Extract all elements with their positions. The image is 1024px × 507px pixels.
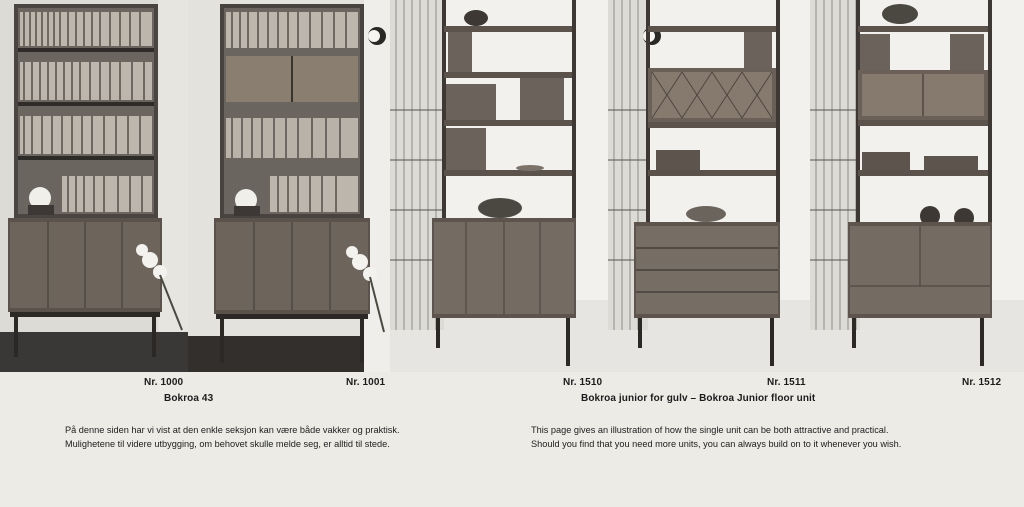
bookcase-illustration [188, 0, 390, 372]
photo-bookcase-1001 [188, 0, 390, 372]
product-number-1511: Nr. 1511 [767, 377, 806, 388]
product-number-1512: Nr. 1512 [962, 377, 1002, 388]
product-number-1510: Nr. 1510 [563, 377, 603, 388]
wall-shelf-illustration [390, 0, 608, 372]
product-number-1001: Nr. 1001 [346, 377, 386, 388]
left-paragraph-line: På denne siden har vi vist at den enkle seksjon kan være både vakker og praktisk. [65, 425, 400, 435]
left-paragraph-line: Mulighetene til videre utbygging, om behovet skulle melde seg, er alltid til stede. [65, 439, 390, 449]
right-paragraph-line: Should you find that you need more units, you can always build on to it whenever you wish. [531, 439, 902, 449]
photo-wall-shelf-1511 [608, 0, 810, 372]
bookcase-illustration [0, 0, 188, 372]
right-paragraph [531, 423, 901, 451]
right-paragraph-line: This page gives an illustration of how the single unit can be both attractive and practical. [531, 425, 889, 435]
left-section-title: Bokroa 43 [164, 393, 214, 404]
left-paragraph [65, 423, 400, 451]
photo-bookcase-1000 [0, 0, 188, 372]
photo-wall-shelf-1510 [390, 0, 608, 372]
photo-wall-shelf-1512 [810, 0, 1024, 372]
right-section-title: Bokroa junior for gulv – Bokroa Junior floor unit [581, 393, 816, 404]
wall-shelf-illustration [608, 0, 810, 372]
product-number-1000: Nr. 1000 [144, 377, 184, 388]
wall-shelf-illustration [810, 0, 1024, 372]
